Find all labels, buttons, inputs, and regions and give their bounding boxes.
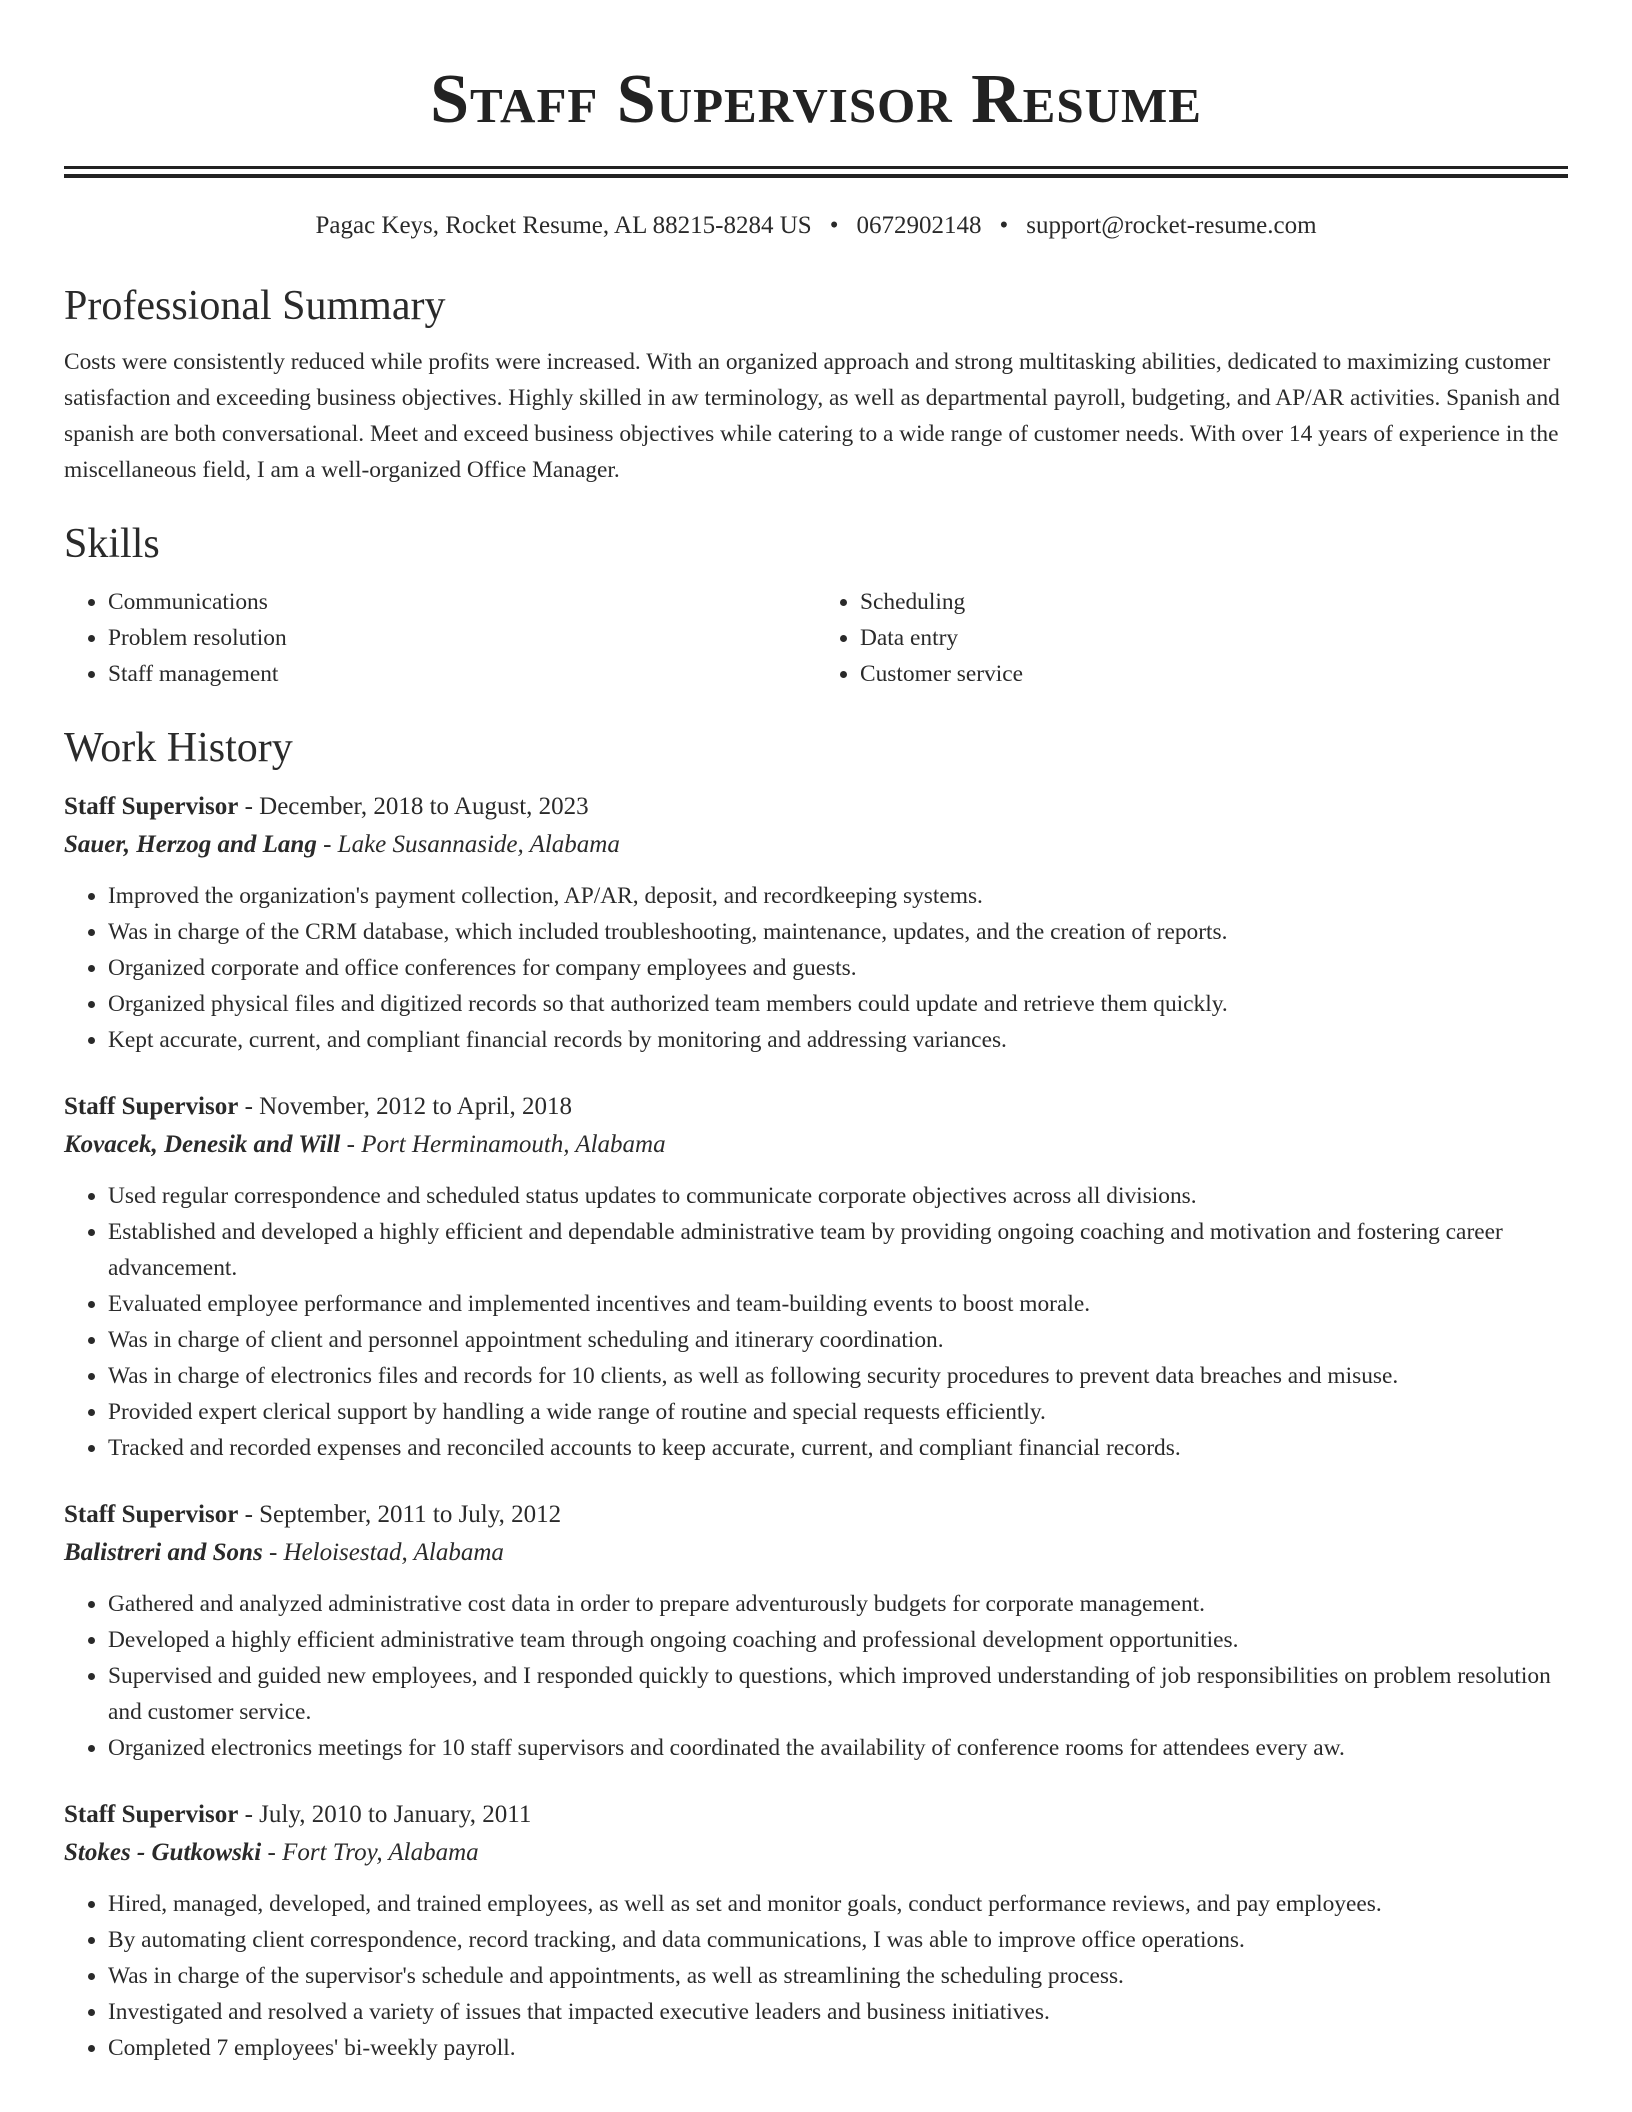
contact-email: support@rocket-resume.com [1026,212,1317,239]
job-bullet: • Established and developed a highly efficient and dependable administrative team by providing ongoing coaching and motivation and fostering career advancement. [108,1214,1568,1286]
job-title-line [64,1496,1568,1534]
work-history-heading: Work History [64,725,293,771]
skill-item: • Data entry [860,620,1568,656]
job-title-line [64,788,1568,826]
job-location: - Port Herminamouth, Alabama [340,1131,666,1158]
job-location: - Lake Susannaside, Alabama [316,831,620,858]
job-dates: - September, 2011 to July, 2012 [238,1501,562,1528]
job-bullets [64,878,1568,1058]
job-bullets [64,1586,1568,1766]
job-role: Staff Supervisor [64,1093,239,1120]
job-role: Staff Supervisor [64,793,239,820]
contact-phone: 0672902148 [856,212,982,239]
job-company: Sauer, Herzog and Lang [64,831,317,858]
job-bullet: • Developed a highly efficient administrative team through ongoing coaching and professional development opportunities. [108,1622,1568,1658]
summary-heading: Professional Summary [64,283,446,329]
job-bullet: • Investigated and resolved a variety of issues that impacted executive leaders and business initiatives. [108,1994,1568,2030]
skill-item: • Scheduling [860,584,1568,620]
job-bullet: • Evaluated employee performance and implemented incentives and team-building events to boost morale. [108,1286,1568,1322]
job-company: Balistreri and Sons [64,1539,263,1566]
job-entry [64,788,1568,1058]
job-company-line [64,1834,1568,1872]
job-bullet: • Was in charge of client and personnel appointment scheduling and itinerary coordination. [108,1322,1568,1358]
job-bullets [64,1886,1568,2066]
job-bullet: • Organized corporate and office conferences for company employees and guests. [108,950,1568,986]
job-bullet: • Improved the organization's payment collection, AP/AR, deposit, and recordkeeping systems. [108,878,1568,914]
contact-line [64,208,1568,244]
contact-separator: • [999,212,1009,239]
title-divider [64,166,1568,178]
job-company-line [64,826,1568,864]
skill-item: • Customer service [860,656,1568,692]
job-location: - Heloisestad, Alabama [262,1539,504,1566]
skills-column-left [64,584,816,692]
job-bullet: • Was in charge of electronics files and records for 10 clients, as well as following security procedures to prevent data breaches and misuse. [108,1358,1568,1394]
job-bullet: • By automating client correspondence, record tracking, and data communications, I was able to improve office operations. [108,1922,1568,1958]
skills-column-right [816,584,1568,692]
job-entry [64,1796,1568,2066]
job-dates: - December, 2018 to August, 2023 [238,793,589,820]
skills-list [64,584,1568,692]
job-role: Staff Supervisor [64,1501,239,1528]
job-bullet: • Gathered and analyzed administrative cost data in order to prepare adventurously budgets for corporate management. [108,1586,1568,1622]
job-title-line [64,1796,1568,1834]
job-entry [64,1496,1568,1766]
job-bullet: • Kept accurate, current, and compliant financial records by monitoring and addressing variances. [108,1022,1568,1058]
job-entry [64,1088,1568,1466]
job-bullet: • Organized electronics meetings for 10 staff supervisors and coordinated the availability of conference rooms for attendees every aw. [108,1730,1568,1766]
job-bullet: • Tracked and recorded expenses and reconciled accounts to keep accurate, current, and compliant financial records. [108,1430,1568,1466]
skill-item: • Communications [108,584,816,620]
job-dates: - November, 2012 to April, 2018 [238,1093,572,1120]
job-company: Stokes - Gutkowski [64,1839,262,1866]
job-bullet: • Supervised and guided new employees, and I responded quickly to questions, which improved understanding of job responsibilities on problem resolution and customer service. [108,1658,1568,1730]
job-company-line [64,1534,1568,1572]
job-role: Staff Supervisor [64,1801,239,1828]
job-bullet: • Provided expert clerical support by handling a wide range of routine and special requests efficiently. [108,1394,1568,1430]
contact-address: Pagac Keys, Rocket Resume, AL 88215-8284 US [315,212,812,239]
job-company: Kovacek, Denesik and Will [64,1131,341,1158]
job-bullet: • Completed 7 employees' bi-weekly payroll. [108,2030,1568,2066]
job-location: - Fort Troy, Alabama [261,1839,479,1866]
job-bullet: • Was in charge of the supervisor's schedule and appointments, as well as streamlining the scheduling process. [108,1958,1568,1994]
skill-item: • Problem resolution [108,620,816,656]
contact-separator: • [829,212,839,239]
summary-text: Costs were consistently reduced while profits were increased. With an organized approach and strong multitasking abilities, dedicated to maximizing customer satisfaction and exceeding business objectives. Highly skilled in aw terminology, as well as departmental payroll, budgeting, and AP/AR activities. Spanish and spanish are both conversational. Meet and exceed business objectives while catering to a wide range of customer needs. With over 14 years of experience in the miscellaneous field, I am a well-organized Office Manager. [64,349,1560,483]
job-bullet: • Hired, managed, developed, and trained employees, as well as set and monitor goals, conduct performance reviews, and pay employees. [108,1886,1568,1922]
job-bullet: • Organized physical files and digitized records so that authorized team members could update and retrieve them quickly. [108,986,1568,1022]
page-title: Staff Supervisor Resume [430,61,1202,138]
job-company-line [64,1126,1568,1164]
skills-heading: Skills [64,521,160,567]
job-title-line [64,1088,1568,1126]
job-bullet: • Used regular correspondence and scheduled status updates to communicate corporate objectives across all divisions. [108,1178,1568,1214]
skill-item: • Staff management [108,656,816,692]
job-dates: - July, 2010 to January, 2011 [238,1801,532,1828]
job-bullets [64,1178,1568,1466]
job-bullet: • Was in charge of the CRM database, which included troubleshooting, maintenance, updates, and the creation of reports. [108,914,1568,950]
